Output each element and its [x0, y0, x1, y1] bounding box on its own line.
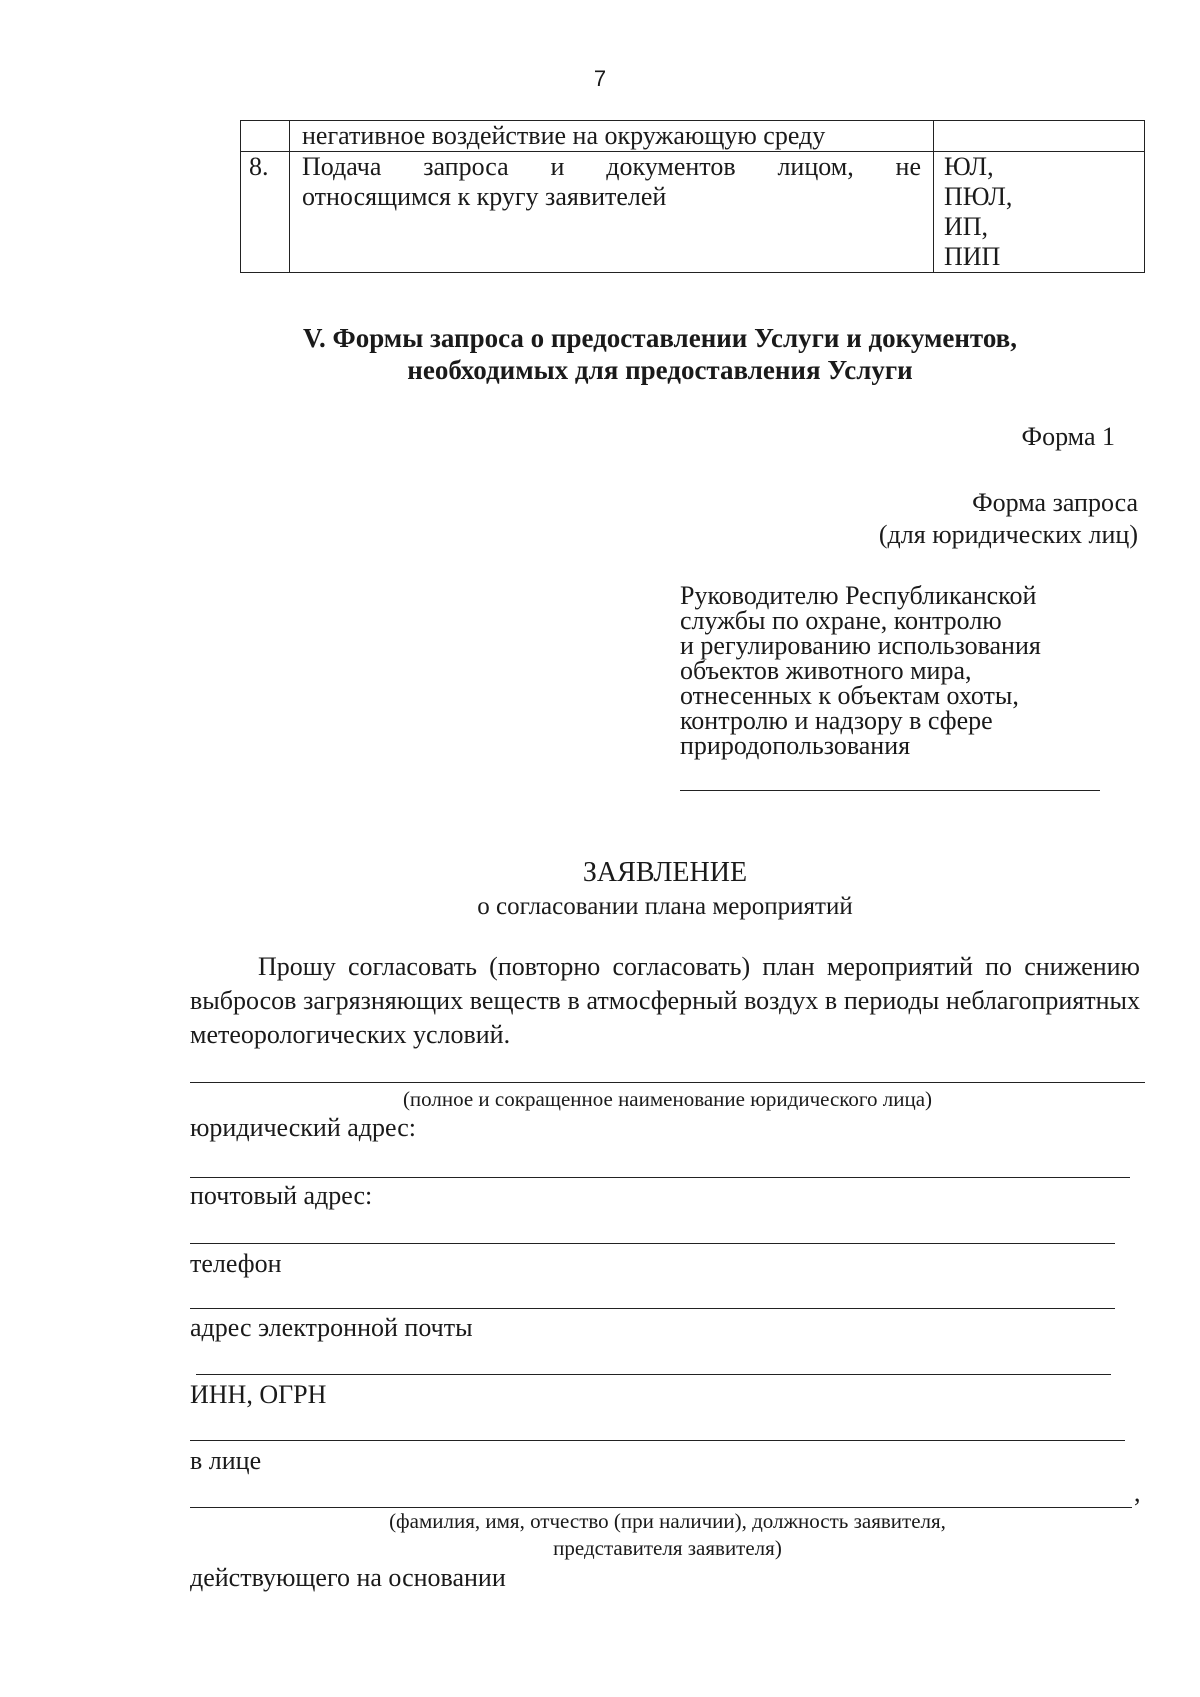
name-caption: (полное и сокращенное наименование юридического лица) [402, 1087, 933, 1111]
section-title-line: V. Формы запроса о предоставлении Услуги и документов, [302, 323, 1017, 353]
representative-caption-line: представителя заявителя) [553, 1536, 782, 1560]
postal-address-line[interactable] [190, 1243, 1115, 1244]
addressee-signature-line [680, 790, 1100, 791]
form-kind-line: (для юридических лиц) [878, 520, 1138, 549]
applicant-type: ИП, [944, 212, 989, 241]
addressee-line: службы по охране, контролю [680, 606, 1002, 635]
addressee-line: Руководителю Республиканской [680, 581, 1037, 610]
row-description-cell [290, 152, 934, 273]
addressee-line: объектов животного мира, [680, 656, 972, 685]
row-applicants-cell [934, 121, 1145, 152]
representative-caption-line: (фамилия, имя, отчество (при наличии), должность заявителя, [389, 1509, 946, 1533]
applicant-type: ПЮЛ, [944, 182, 1013, 211]
phone-label: телефон [190, 1249, 282, 1278]
table-row [241, 152, 1145, 273]
email-line[interactable] [196, 1374, 1111, 1375]
statement-body [190, 950, 1140, 1052]
applicant-type: ПИП [944, 242, 1001, 271]
phone-line[interactable] [190, 1308, 1115, 1309]
acting-basis-label: действующего на основании [190, 1563, 506, 1592]
table-row [241, 121, 1145, 152]
addressee-block [680, 583, 1120, 758]
email-label: адрес электронной почты [190, 1313, 473, 1342]
section-title-line: необходимых для предоставления Услуги [407, 355, 913, 385]
statement-subtitle: о согласовании плана мероприятий [477, 893, 853, 920]
name-input-line[interactable] [190, 1082, 1145, 1083]
form-label: Форма 1 [1021, 422, 1115, 451]
services-table [240, 120, 1145, 273]
applicant-type: ЮЛ, [944, 152, 994, 181]
statement-body-text: Прошу согласовать (повторно согласовать) план мероприятий по снижению выбросов загрязняющих веществ в атмосферный воздух в периоды неблагоприятных метеорологических условий. [190, 952, 1140, 1049]
row-description-line: относящимся к кругу заявителей [302, 182, 667, 211]
inn-ogrn-line[interactable] [190, 1440, 1125, 1441]
addressee-line: природопользования [680, 731, 911, 760]
represented-by-label: в лице [190, 1446, 262, 1475]
row-description-line: Подача запроса и документов лицом, не [302, 152, 921, 181]
postal-address-label: почтовый адрес: [190, 1181, 373, 1210]
row-number-cell: 8. [241, 152, 290, 273]
row-description-cell: негативное воздействие на окружающую среду [290, 121, 934, 152]
form-kind-line: Форма запроса [972, 488, 1138, 517]
representative-comma: , [1134, 1478, 1141, 1507]
legal-address-label: юридический адрес: [190, 1113, 416, 1142]
legal-address-line[interactable] [190, 1177, 1130, 1178]
form-kind [879, 487, 1138, 551]
page-number: 7 [593, 66, 607, 91]
row-applicants-cell [934, 152, 1145, 273]
representative-caption [190, 1508, 1145, 1562]
addressee-line: контролю и надзору в сфере [680, 706, 993, 735]
row-number-cell [241, 121, 290, 152]
section-title [200, 322, 1120, 386]
addressee-line: и регулированию использования [680, 631, 1041, 660]
inn-ogrn-label: ИНН, ОГРН [190, 1380, 327, 1409]
addressee-line: отнесенных к объектам охоты, [680, 681, 1019, 710]
statement-title: ЗАЯВЛЕНИЕ [582, 857, 748, 888]
